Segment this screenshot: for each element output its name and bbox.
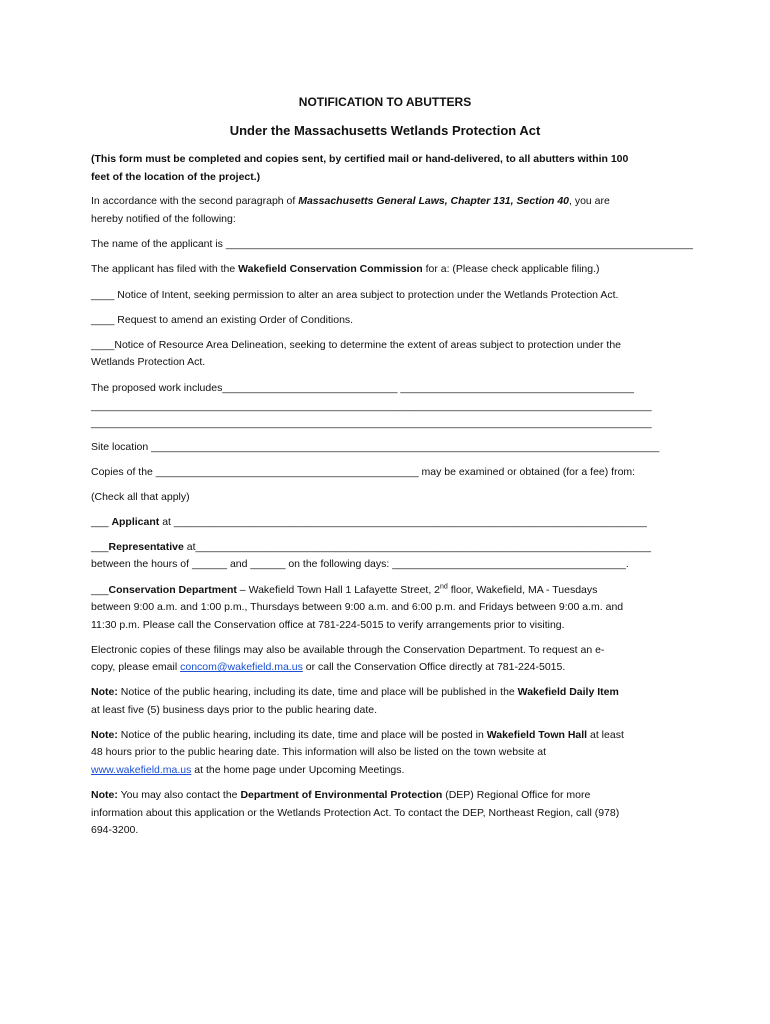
note-label: Note: [91, 686, 118, 698]
commission-name: Wakefield Conservation Commission [238, 263, 423, 275]
intro-prefix: In accordance with the second paragraph of [91, 195, 299, 207]
note-text: Notice of the public hearing, including its date, time and place will be published in the [117, 686, 518, 698]
instructions-line-1: (This form must be completed and copies sent, by certified mail or hand-delivered, to all abutters within 100 [91, 153, 629, 165]
law-citation: Massachusetts General Laws, Chapter 131, Section 40 [298, 195, 569, 207]
applicant-check-blank[interactable]: ___ [91, 516, 112, 528]
check-all-label: (Check all that apply) [91, 491, 190, 503]
note-text-end: at least [587, 729, 624, 741]
conservation-department-row[interactable] [91, 583, 597, 597]
note-town-hall-line-3 [91, 763, 404, 777]
note-label: Note: [91, 789, 118, 801]
form-title: NOTIFICATION TO ABUTTERS [298, 95, 472, 109]
filed-prefix: The applicant has filed with the [91, 263, 239, 275]
electronic-copies-line-2 [91, 660, 565, 674]
applicant-address-blank[interactable]: at _________________________________________________________________________________ [159, 516, 647, 528]
conservation-hours-line: between 9:00 a.m. and 1:00 p.m., Thursdays between 9:00 a.m. and 6:00 p.m. and Fridays between 9:00 a.m. and [91, 601, 624, 613]
note-daily-item-line-2: at least five (5) business days prior to the public hearing date. [91, 704, 377, 716]
intro-line-2: hereby notified of the following: [91, 213, 236, 225]
applicant-label: Applicant [111, 516, 160, 528]
email-link[interactable]: concom@wakefield.ma.us [180, 661, 303, 673]
representative-location-row[interactable] [91, 540, 651, 554]
conservation-address: – Wakefield Town Hall 1 Lafayette Street, 2 [236, 584, 440, 596]
representative-address-blank[interactable]: at______________________________________________________________________________ [183, 541, 651, 553]
town-hall-name: Wakefield Town Hall [486, 729, 588, 741]
note-town-hall-line-2: 48 hours prior to the public hearing date. This information will also be listed on the town website at [91, 746, 547, 758]
form-subtitle: Under the Massachusetts Wetlands Protection Act [229, 123, 541, 138]
newspaper-name: Wakefield Daily Item [517, 686, 619, 698]
option-amend-order[interactable]: ____ Request to amend an existing Order of Conditions. [91, 314, 354, 326]
option-resource-area-delineation-line-2: Wetlands Protection Act. [91, 356, 206, 368]
note-label: Note: [91, 729, 118, 741]
proposed-work-line-3[interactable]: ________________________________________________________________________________________________ [91, 417, 652, 429]
note-text: You may also contact the [117, 789, 241, 801]
conservation-address-end: floor, Wakefield, MA - Tuesdays [447, 584, 598, 596]
note-town-hall [91, 728, 624, 742]
website-suffix: at the home page under Upcoming Meetings. [191, 764, 405, 776]
note-dep-line-2: information about this application or the Wetlands Protection Act. To contact the DEP, Northeast Region, call (978) [91, 807, 620, 819]
dep-name: Department of Environmental Protection [240, 789, 443, 801]
site-location-field[interactable]: Site location _______________________________________________________________________________________ [91, 441, 660, 453]
proposed-work-line-2[interactable]: ________________________________________________________________________________________________ [91, 400, 652, 412]
intro-line-1 [91, 194, 610, 208]
applicant-location-row[interactable] [91, 515, 647, 529]
filed-with-line [91, 262, 600, 276]
conservation-check-blank[interactable]: ___ [91, 584, 109, 596]
proposed-work-field[interactable]: The proposed work includes______________________________ ________________________________________ [91, 382, 635, 394]
filed-suffix: for a: (Please check applicable filing.) [422, 263, 600, 275]
note-text: Notice of the public hearing, including its date, time and place will be posted in [117, 729, 487, 741]
conservation-hours-line-2: 11:30 p.m. Please call the Conservation office at 781-224-5015 to verify arrangements prior to visiting. [91, 619, 565, 631]
note-dep-line-3: 694-3200. [91, 824, 139, 836]
electronic-suffix: or call the Conservation Office directly at 781-224-5015. [302, 661, 566, 673]
electronic-copies-line-1: Electronic copies of these filings may also be available through the Conservation Department. To request an e- [91, 644, 605, 656]
instructions-line-2: feet of the location of the project.) [91, 171, 261, 183]
intro-suffix: , you are [569, 195, 610, 207]
copies-field[interactable]: Copies of the _____________________________________________ may be examined or obtained (for a fee) from: [91, 466, 636, 478]
applicant-name-field[interactable]: The name of the applicant is ________________________________________________________________________________ [91, 238, 693, 250]
floor-superscript: nd [440, 583, 448, 591]
representative-label: Representative [108, 541, 184, 553]
note-text-end: (DEP) Regional Office for more [442, 789, 591, 801]
option-resource-area-delineation[interactable]: ____Notice of Resource Area Delineation, seeking to determine the extent of areas subject to protection under the [91, 339, 621, 351]
option-notice-of-intent[interactable]: ____ Notice of Intent, seeking permission to alter an area subject to protection under the Wetlands Protection Act. [91, 289, 619, 301]
representative-hours-field[interactable]: between the hours of ______ and ______ on the following days: ________________________________________. [91, 558, 629, 570]
representative-check-blank[interactable]: ___ [91, 541, 109, 553]
website-link[interactable]: www.wakefield.ma.us [91, 764, 192, 776]
note-daily-item [91, 685, 619, 699]
note-dep [91, 788, 590, 802]
conservation-label: Conservation Department [108, 584, 237, 596]
electronic-prefix: copy, please email [91, 661, 181, 673]
